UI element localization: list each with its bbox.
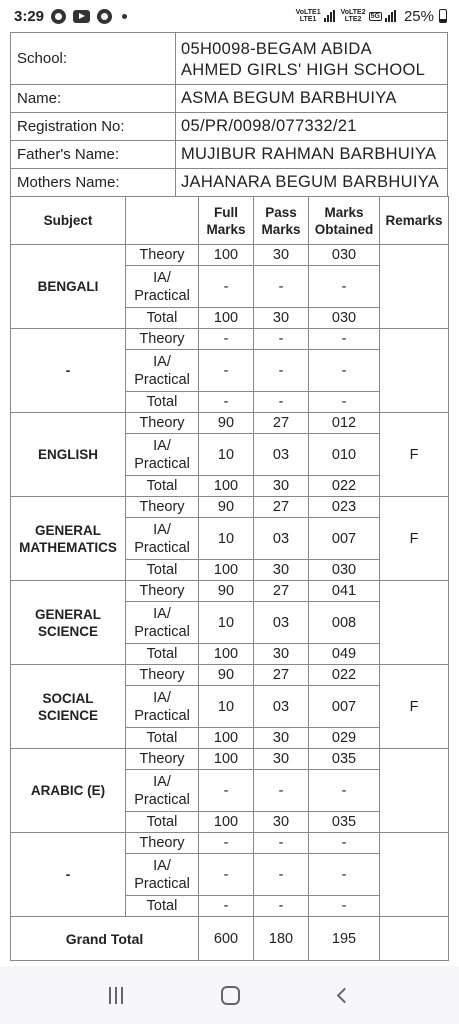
row-type-theory: Theory [126,749,199,770]
subject-name [11,329,126,413]
total-obtained: - [309,392,380,413]
total-full: 100 [199,476,254,497]
header-subject: Subject [11,197,126,245]
ia-obtained: 010 [309,434,380,476]
subject-row [11,749,449,770]
total-full: 100 [199,812,254,833]
ia-pass: - [254,854,309,896]
subject-remarks [380,749,449,833]
ia-obtained: 007 [309,686,380,728]
recent-apps-icon[interactable] [109,987,123,1004]
sim2-signal-icon [385,10,396,22]
theory-pass: 30 [254,245,309,266]
ia-obtained: - [309,350,380,392]
total-obtained: 022 [309,476,380,497]
total-pass: - [254,896,309,917]
grand-total-pass: 180 [254,917,309,961]
theory-obtained: 035 [309,749,380,770]
result-page[interactable] [0,32,459,966]
name-value: ASMA BEGUM BARBHUIYA [176,85,448,113]
header-full-marks: Full Marks [199,197,254,245]
row-type-total: Total [126,728,199,749]
theory-full: - [199,833,254,854]
subject-name [11,749,126,833]
subject-name [11,833,126,917]
subject-name-line-1: - [65,363,71,378]
chrome-icon [51,9,66,24]
total-full: 100 [199,560,254,581]
header-marks-obtained: Marks Obtained [309,197,380,245]
theory-obtained: 030 [309,245,380,266]
ia-obtained: - [309,770,380,812]
practical-label: Practical [134,791,190,808]
practical-label: Practical [134,371,190,388]
status-indicators [296,8,447,25]
total-obtained: 049 [309,644,380,665]
ia-label: IA/ [153,689,171,706]
total-pass: 30 [254,812,309,833]
subject-row [11,497,449,518]
ia-label: IA/ [153,437,171,454]
practical-label: Practical [134,287,190,304]
sim1-network-indicator: VoLTE1 LTE1 [295,9,321,23]
grand-total-obtained: 195 [309,917,380,961]
ia-obtained: 008 [309,602,380,644]
subject-remarks: F [380,665,449,749]
total-obtained: 030 [309,560,380,581]
father-name-label: Father's Name: [11,141,176,169]
subject-name [11,245,126,329]
total-pass: 30 [254,728,309,749]
row-type-total: Total [126,812,199,833]
practical-label: Practical [134,539,190,556]
theory-obtained: - [309,329,380,350]
ia-full: - [199,770,254,812]
row-type-ia-practical [126,770,199,812]
ia-label: IA/ [153,521,171,538]
grand-total-label: Grand Total [11,917,199,961]
total-obtained: 035 [309,812,380,833]
registration-value: 05/PR/0098/077332/21 [176,113,448,141]
battery-icon [439,9,447,23]
theory-full: 100 [199,245,254,266]
theory-obtained: - [309,833,380,854]
theory-obtained: 023 [309,497,380,518]
row-type-ia-practical [126,518,199,560]
name-label: Name: [11,85,176,113]
ia-full: 10 [199,434,254,476]
row-type-total: Total [126,392,199,413]
status-time: 3:29 [14,7,45,25]
subject-row [11,665,449,686]
subject-name-line-2: SCIENCE [37,707,98,723]
total-pass: 30 [254,476,309,497]
theory-full: 90 [199,581,254,602]
system-nav-bar [0,966,459,1024]
total-full: 100 [199,308,254,329]
row-type-total: Total [126,308,199,329]
ia-obtained: 007 [309,518,380,560]
subject-name [11,581,126,665]
subject-name-line-1: SOCIAL [42,690,94,706]
total-full: 100 [199,644,254,665]
mother-name-label: Mothers Name: [11,169,176,197]
total-full: 100 [199,728,254,749]
subject-name-line-1: - [65,867,71,882]
ia-full: - [199,266,254,308]
subject-row [11,245,449,266]
row-type-ia-practical [126,602,199,644]
practical-label: Practical [134,455,190,472]
subject-name-line-1: BENGALI [37,279,99,294]
sim1-signal-icon [324,10,335,22]
subject-remarks [380,833,449,917]
back-icon[interactable] [337,987,353,1003]
theory-full: 90 [199,665,254,686]
row-type-ia-practical [126,350,199,392]
school-label: School: [11,33,176,85]
registration-label: Registration No: [11,113,176,141]
theory-full: 90 [199,497,254,518]
subject-row [11,581,449,602]
marks-table [10,196,449,961]
row-type-theory: Theory [126,413,199,434]
battery-percent: 25% [403,7,434,25]
row-type-ia-practical [126,434,199,476]
row-type-ia-practical [126,854,199,896]
sim2-network-indicator: VoLTE2 LTE2 [340,9,366,23]
grand-total-full: 600 [199,917,254,961]
chrome-icon-2 [97,9,112,24]
ia-label: IA/ [153,353,171,370]
row-type-theory: Theory [126,833,199,854]
status-bar [0,0,459,32]
ia-label: IA/ [153,269,171,286]
row-type-theory: Theory [126,329,199,350]
grand-total-remarks [380,917,449,961]
ia-label: IA/ [153,773,171,790]
subject-remarks: F [380,497,449,581]
practical-label: Practical [134,707,190,724]
subject-remarks [380,245,449,329]
ia-full: - [199,854,254,896]
theory-obtained: 012 [309,413,380,434]
practical-label: Practical [134,623,190,640]
total-pass: - [254,392,309,413]
theory-pass: 27 [254,665,309,686]
theory-pass: 30 [254,749,309,770]
practical-label: Practical [134,875,190,892]
header-pass-marks: Pass Marks [254,197,309,245]
row-type-ia-practical [126,266,199,308]
subject-name-line-1: GENERAL [34,522,101,538]
theory-obtained: 041 [309,581,380,602]
theory-pass: 27 [254,581,309,602]
theory-pass: 27 [254,413,309,434]
ia-pass: - [254,266,309,308]
header-remarks: Remarks [380,197,449,245]
subject-name-line-2: SCIENCE [37,623,98,639]
ia-pass: 03 [254,602,309,644]
subject-name [11,413,126,497]
subject-remarks [380,581,449,665]
theory-pass: 27 [254,497,309,518]
subject-name-line-1: ENGLISH [37,447,98,462]
ia-label: IA/ [153,857,171,874]
ia-pass: 03 [254,434,309,476]
subject-name [11,665,126,749]
school-line-2: AHMED GIRLS' HIGH SCHOOL [181,61,426,79]
row-type-ia-practical [126,686,199,728]
row-type-total: Total [126,560,199,581]
ia-label: IA/ [153,605,171,622]
ia-obtained: - [309,266,380,308]
ia-pass: - [254,350,309,392]
row-type-theory: Theory [126,245,199,266]
total-obtained: 029 [309,728,380,749]
subject-remarks [380,329,449,413]
subject-remarks: F [380,413,449,497]
school-value [176,33,448,85]
home-icon[interactable] [221,986,240,1005]
ia-pass: 03 [254,686,309,728]
subject-row [11,833,449,854]
row-type-total: Total [126,644,199,665]
subject-name-line-1: GENERAL [34,606,101,622]
total-pass: 30 [254,308,309,329]
subject-row [11,329,449,350]
theory-pass: - [254,833,309,854]
father-name-value: MUJIBUR RAHMAN BARBHUIYA [176,141,448,169]
ia-obtained: - [309,854,380,896]
more-notifications-dot-icon [122,14,127,19]
row-type-total: Total [126,476,199,497]
row-type-total: Total [126,896,199,917]
row-type-theory: Theory [126,497,199,518]
subject-name-line-1: ARABIC (E) [30,783,106,798]
theory-full: 90 [199,413,254,434]
ia-full: 10 [199,602,254,644]
total-pass: 30 [254,560,309,581]
row-type-theory: Theory [126,581,199,602]
total-obtained: 030 [309,308,380,329]
5g-badge: 5G [370,12,380,20]
youtube-icon [73,10,90,23]
subject-name-line-2: MATHEMATICS [19,539,117,555]
marks-body [11,245,449,917]
total-obtained: - [309,896,380,917]
theory-full: 100 [199,749,254,770]
theory-full: - [199,329,254,350]
subject-name [11,497,126,581]
total-full: - [199,896,254,917]
theory-pass: - [254,329,309,350]
theory-obtained: 022 [309,665,380,686]
ia-pass: 03 [254,518,309,560]
ia-pass: - [254,770,309,812]
school-line-1: 05H0098-BEGAM ABIDA [181,40,372,58]
ia-full: 10 [199,686,254,728]
row-type-theory: Theory [126,665,199,686]
subject-row [11,413,449,434]
student-info-table [10,32,448,197]
total-pass: 30 [254,644,309,665]
header-type [126,197,199,245]
mother-name-value: JAHANARA BEGUM BARBHUIYA [176,169,448,197]
ia-full: 10 [199,518,254,560]
total-full: - [199,392,254,413]
ia-full: - [199,350,254,392]
